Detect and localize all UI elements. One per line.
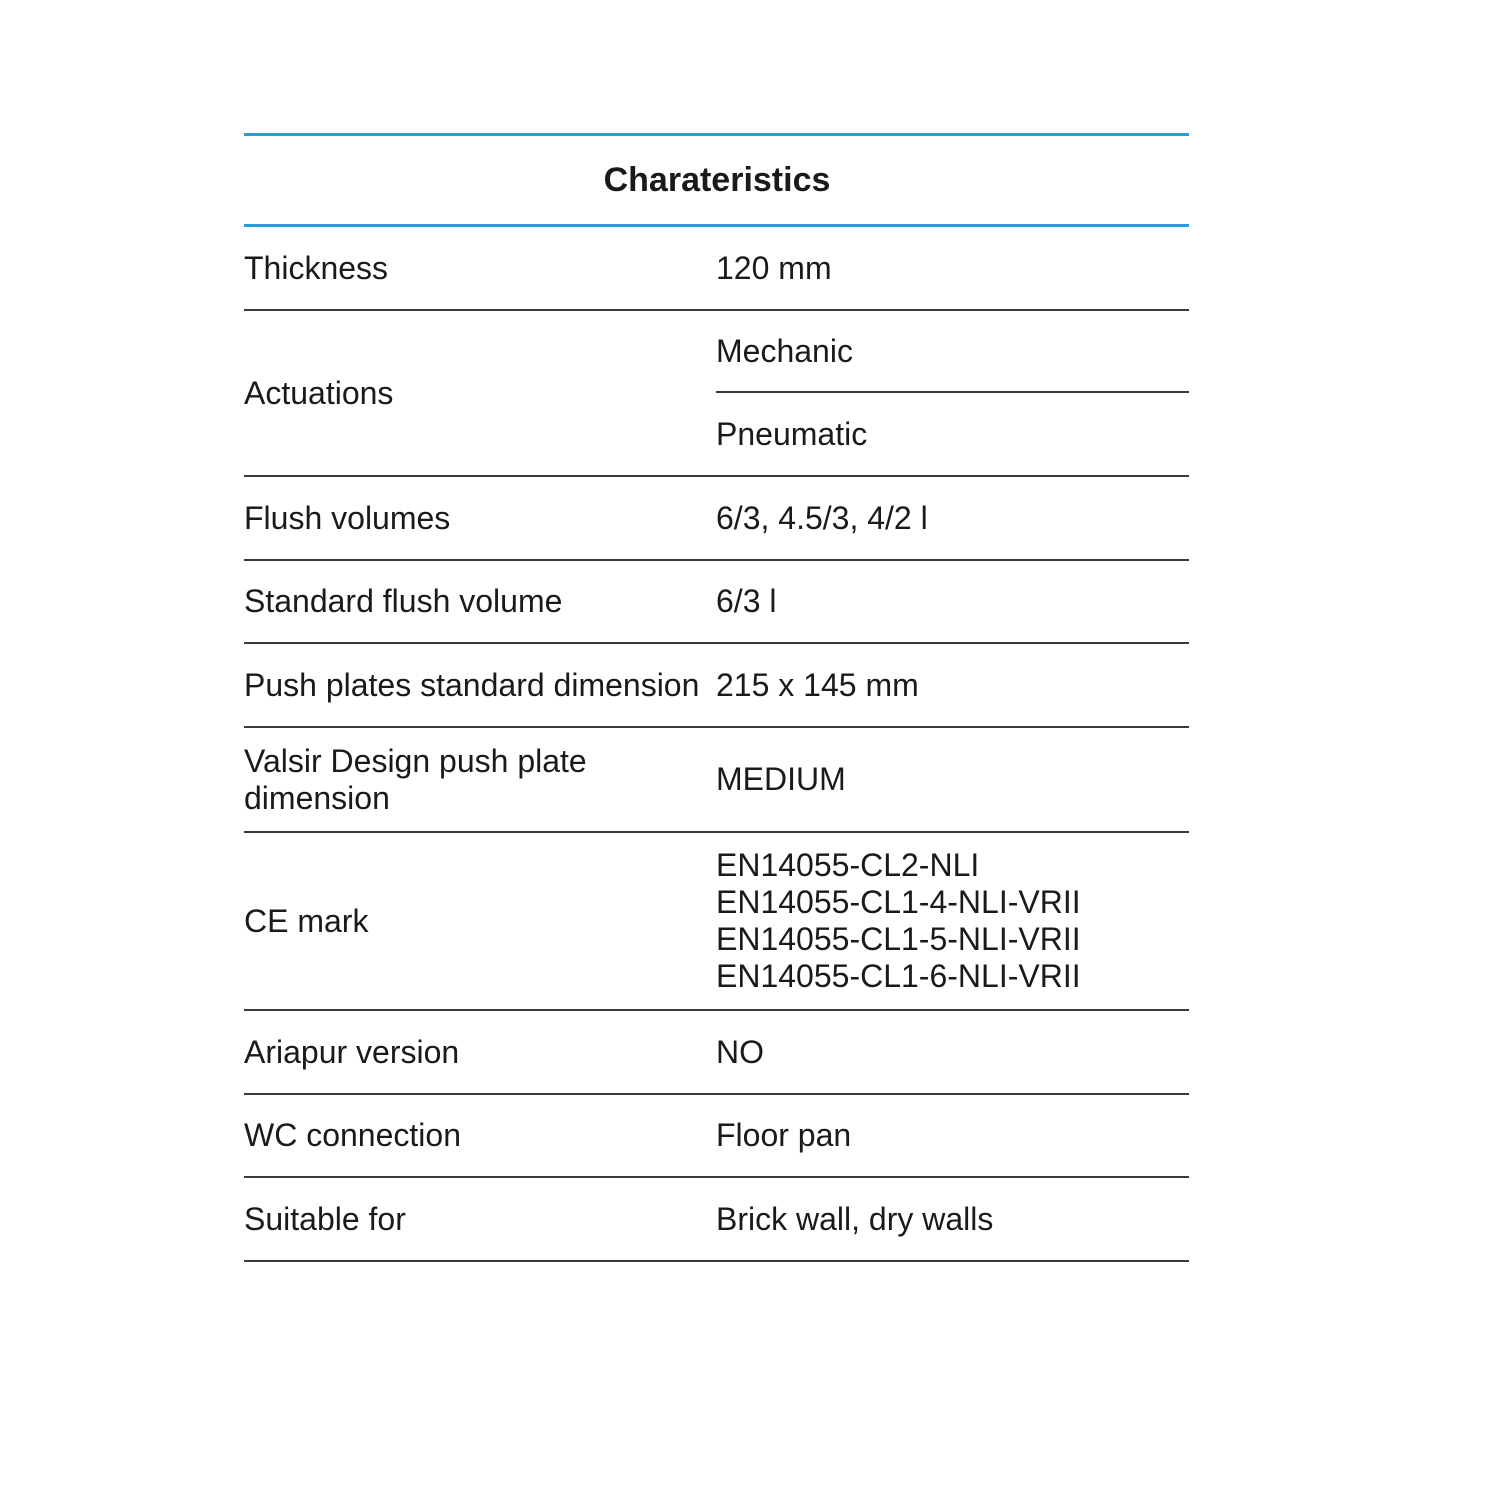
row-subvalue: Pneumatic <box>716 415 868 452</box>
row-wc-connection <box>244 1095 1189 1178</box>
row-label: Suitable for <box>244 1200 406 1237</box>
row-value: 6/3 l <box>716 583 777 619</box>
row-label: Push plates standard dimension <box>244 666 700 703</box>
row-flush-volumes <box>244 477 1189 561</box>
row-value: Brick wall, dry walls <box>716 1200 994 1237</box>
ce-mark-value: EN14055-CL2-NLI <box>716 847 980 883</box>
row-value: Floor pan <box>716 1117 852 1153</box>
row-label: Flush volumes <box>244 499 451 536</box>
row-label: Actuations <box>244 374 394 411</box>
row-value-list <box>716 833 1189 1009</box>
row-label: Thickness <box>244 249 389 286</box>
row-value: 6/3, 4.5/3, 4/2 l <box>716 499 928 536</box>
ce-mark-value: EN14055-CL1-5-NLI-VRII <box>716 921 1081 957</box>
row-value: NO <box>716 1033 764 1070</box>
row-label: CE mark <box>244 902 369 939</box>
title-row <box>244 136 1189 224</box>
row-label: Standard flush volume <box>244 583 563 619</box>
row-value: MEDIUM <box>716 761 846 797</box>
row-push-plates-dimension <box>244 644 1189 728</box>
row-valsir-design-dimension <box>244 728 1189 833</box>
table-title: Charateristics <box>603 160 831 199</box>
row-label: Ariapur version <box>244 1033 460 1070</box>
characteristics-table <box>244 133 1189 1262</box>
row-thickness <box>244 227 1189 311</box>
row-value-stack <box>716 311 1189 475</box>
row-label: WC connection <box>244 1117 461 1153</box>
row-actuations <box>244 311 1189 477</box>
row-label-line: dimension <box>244 779 390 816</box>
row-label-line: Valsir Design push plate <box>244 742 587 779</box>
row-value: 120 mm <box>716 249 832 286</box>
row-standard-flush-volume <box>244 561 1189 644</box>
row-value: 215 x 145 mm <box>716 666 919 703</box>
row-ce-mark <box>244 833 1189 1011</box>
ce-mark-value: EN14055-CL1-6-NLI-VRII <box>716 958 1081 994</box>
ce-mark-value: EN14055-CL1-4-NLI-VRII <box>716 884 1081 920</box>
row-ariapur-version <box>244 1011 1189 1095</box>
row-subvalue: Mechanic <box>716 311 1189 393</box>
row-suitable-for <box>244 1178 1189 1262</box>
row-label <box>244 728 716 831</box>
